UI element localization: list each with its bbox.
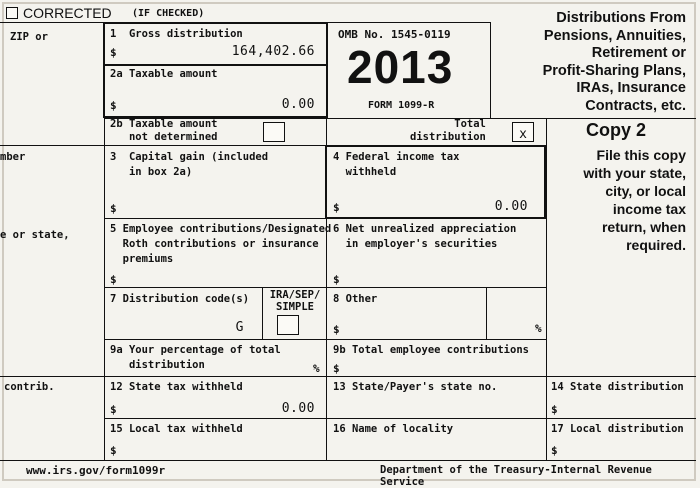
box-2a-value[interactable]: 0.00 [281, 97, 315, 112]
box-16-label: 16 Name of locality [333, 423, 454, 435]
box-5-dollar: $ [110, 273, 117, 286]
ira-sep-simple-checkbox[interactable] [277, 315, 299, 335]
box-2a-label: 2a Taxable amount [110, 68, 218, 80]
box-7-value[interactable]: G [235, 320, 244, 335]
grid-vline-box8 [486, 287, 487, 339]
grid-vline-omb-right [490, 22, 491, 118]
box-4-value[interactable]: 0.00 [494, 199, 528, 214]
box-9b-label: 9b Total employee contributions [333, 344, 529, 356]
grid-hline-6 [104, 339, 546, 340]
left-label-zip: ZIP or [10, 31, 48, 43]
total-distribution-checkbox[interactable] [512, 122, 534, 142]
box-8-percent: % [535, 322, 542, 335]
box-6-label: 6 Net unrealized appreciation in employer's securities [333, 223, 517, 250]
grid-hline-8 [104, 418, 696, 419]
corrected-label: CORRECTED [23, 5, 112, 21]
box-4-label: 4 Federal income tax withheld [333, 151, 460, 178]
form-number: FORM 1099-R [368, 100, 435, 111]
box-7-label: 7 Distribution code(s) [110, 293, 250, 305]
box-1-dollar: $ [110, 46, 117, 59]
left-label-state: e or state, [0, 229, 70, 241]
box-4-dollar: $ [333, 201, 340, 214]
box-17-dollar: $ [551, 444, 558, 457]
ira-sep-simple-label: IRA/SEP/ SIMPLE [269, 289, 321, 313]
total-distribution-label: Total distribution [410, 118, 486, 143]
omb-number: OMB No. 1545-0119 [338, 28, 451, 41]
grid-hline-5 [104, 287, 546, 288]
copy-heading: Copy 2 [586, 120, 647, 140]
box-1-label: 1 Gross distribution [110, 28, 243, 40]
box-17-label: 17 Local distribution [551, 423, 684, 435]
box-2b-label: 2b Taxable amount not determined [110, 118, 218, 143]
box-3-label: 3 Capital gain (included in box 2a) [110, 151, 269, 178]
box-13-label: 13 State/Payer's state no. [333, 381, 498, 393]
footer-url[interactable]: www.irs.gov/form1099r [26, 464, 166, 477]
box-2a-dollar: $ [110, 99, 117, 112]
box-2b-checkbox[interactable] [263, 122, 285, 142]
box-12-label: 12 State tax withheld [110, 381, 243, 393]
box-3-dollar: $ [110, 202, 117, 215]
box-14-dollar: $ [551, 403, 558, 416]
footer-department: Department of the Treasury-Internal Revenue Service [380, 464, 652, 488]
copy-instructions: File this copy with your state, city, or local income tax return, when required. [583, 147, 686, 253]
box-15-dollar: $ [110, 444, 117, 457]
box-5-label: 5 Employee contributions/Designated Roth contributions or insurance premiums [110, 223, 332, 265]
box-12-value[interactable]: 0.00 [281, 401, 315, 416]
total-distribution-mark: x [519, 127, 527, 142]
grid-vline-ira [262, 287, 263, 339]
box-1-value[interactable]: 164,402.66 [231, 44, 315, 59]
box-12-dollar: $ [110, 403, 117, 416]
left-label-number: mber [0, 151, 26, 163]
if-checked-label: (IF CHECKED) [132, 8, 205, 19]
box-9b-dollar: $ [333, 362, 340, 375]
corrected-checkbox[interactable] [6, 7, 18, 19]
left-label-contrib: contrib. [4, 381, 55, 393]
box-1-2a-divider [104, 64, 327, 66]
grid-hline-7 [0, 376, 696, 377]
box-15-label: 15 Local tax withheld [110, 423, 243, 435]
form-title: Distributions From Pensions, Annuities, Retirement or Profit-Sharing Plans, IRAs, Insurance Contracts, etc. [542, 10, 686, 114]
box-8-dollar: $ [333, 323, 340, 336]
box-14-label: 14 State distribution [551, 381, 684, 393]
box-9a-percent: % [313, 362, 320, 375]
box-8-label: 8 Other [333, 293, 378, 305]
box-6-dollar: $ [333, 273, 340, 286]
box-9a-label: 9a Your percentage of total distribution [110, 344, 281, 371]
grid-vline-copy [546, 118, 547, 460]
grid-hline-9 [0, 460, 696, 461]
tax-year: 2013 [347, 41, 454, 93]
